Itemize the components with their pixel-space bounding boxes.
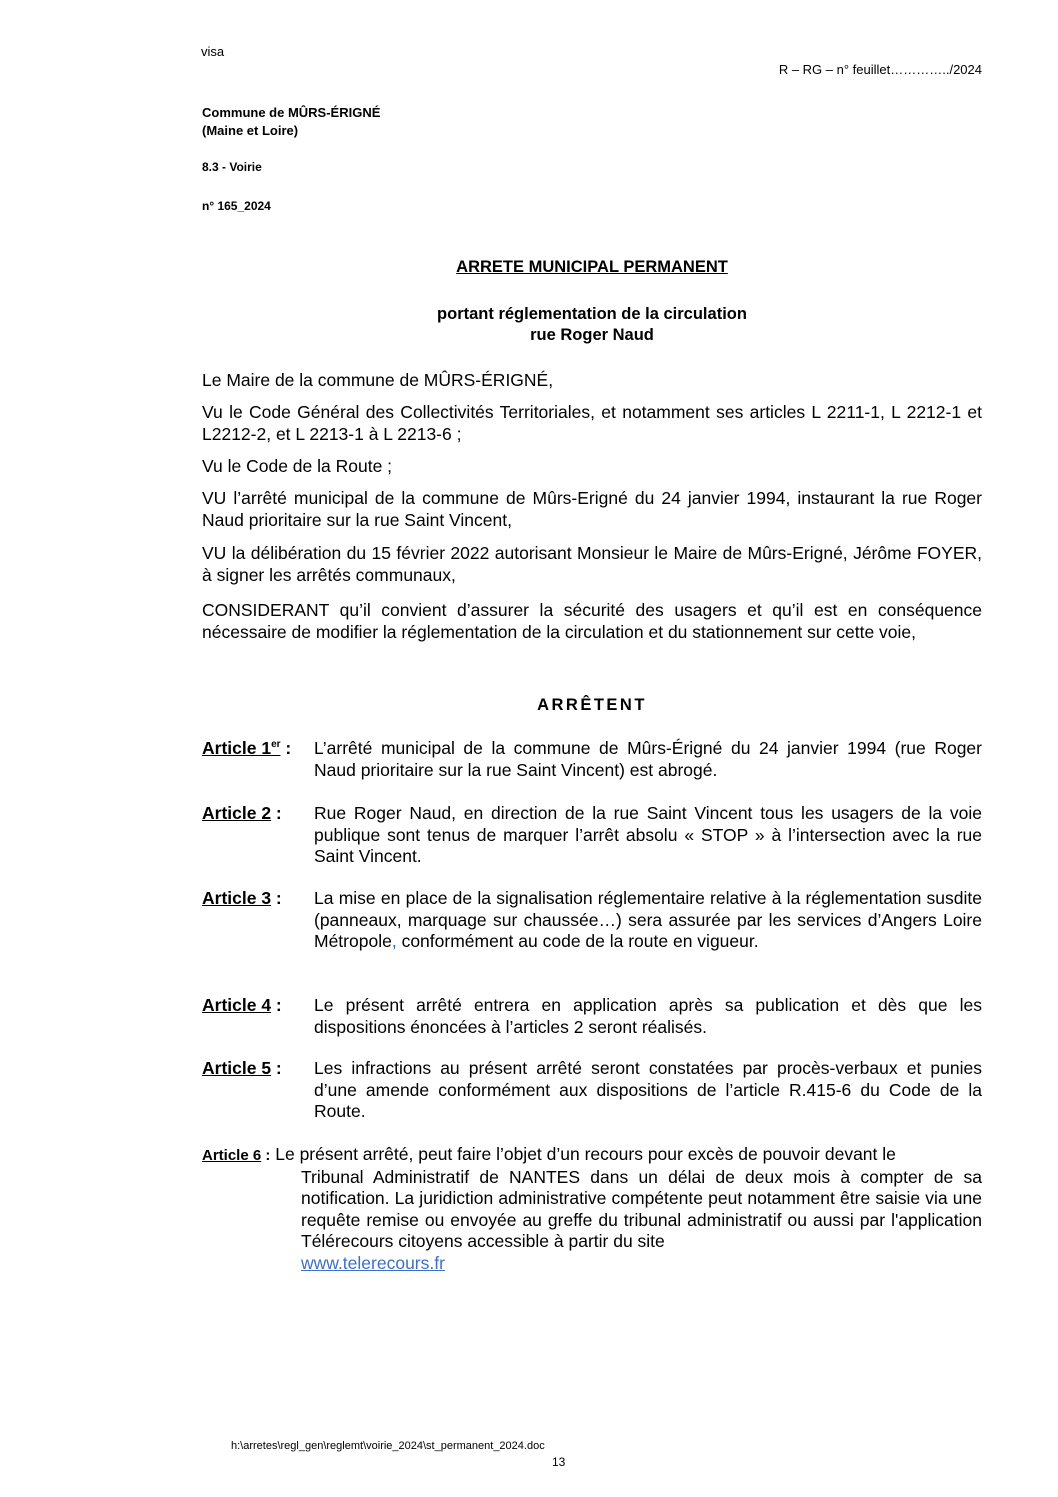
article-3-text: La mise en place de la signalisation réglementaire relative à la réglementation susdite (panneaux, marquage sur chaussée…) sera assurée par les services d’Angers Loire Métropole, conformément au code de la route en vigueur. <box>314 888 982 951</box>
article-6-text: Tribunal Administratif de NANTES dans un délai de deux mois à compter de sa notification. La juridiction administrative compétente peut notamment être saisie via une requête remise ou envoyée au greffe du tribunal administratif ou aussi par l'application Télérecours citoyens accessible à partir du site www.telerecours.fr <box>301 1166 982 1273</box>
telerecours-link[interactable]: www.telerecours.fr <box>301 1252 445 1273</box>
article-2-label: Article 2 : <box>202 803 282 823</box>
commune-block <box>202 104 380 140</box>
article-5 <box>202 1058 982 1123</box>
document-subtitle <box>202 304 982 346</box>
article-2-text: Rue Roger Naud, en direction de la rue Saint Vincent tous les usagers de la voie publique sont tenus de marquer l’arrêt absolu « STOP » à l’intersection avec la rue Saint Vincent. <box>314 803 982 866</box>
visa-label: visa <box>201 44 225 59</box>
subtitle-line-1: portant réglementation de la circulation <box>437 305 747 323</box>
preamble-deliberation: VU la délibération du 15 février 2022 autorisant Monsieur le Maire de Mûrs-Erigné, Jérôme FOYER, à signer les arrêtés communaux, <box>202 543 982 585</box>
article-1 <box>202 738 982 781</box>
article-3-label: Article 3 : <box>202 888 282 908</box>
article-1-label: Article 1er : <box>202 738 292 758</box>
decree-number: n° 165_2024 <box>202 199 271 213</box>
file-path: h:\arretes\regl_gen\reglemt\voirie_2024\st_permanent_2024.doc <box>231 1440 545 1452</box>
article-3 <box>202 888 982 953</box>
article-4 <box>202 995 982 1038</box>
article-5-label: Article 5 : <box>202 1058 282 1078</box>
rubrique-label: 8.3 - Voirie <box>202 160 262 174</box>
preamble-maire: Le Maire de la commune de MÛRS-ÉRIGNÉ, <box>202 370 554 390</box>
commune-department: (Maine et Loire) <box>202 123 299 138</box>
commune-name: Commune de MÛRS-ÉRIGNÉ <box>202 105 381 120</box>
article-1-text: L’arrêté municipal de la commune de Mûrs-Érigné du 24 janvier 1994 (rue Roger Naud prioritaire sur la rue Saint Vincent) est abrogé. <box>314 738 982 780</box>
preamble-considerant: CONSIDERANT qu’il convient d’assurer la sécurité des usagers et qu’il est en conséquence nécessaire de modifier la réglementation de la circulation et du stationnement sur cette voie, <box>202 600 982 642</box>
arretent-heading: ARRÊTENT <box>537 696 647 714</box>
page-number: 13 <box>552 1455 566 1469</box>
article-6-first-line: Article 6 : Le présent arrêté, peut faire l’objet d’un recours pour excès de pouvoir devant le <box>202 1144 896 1164</box>
subtitle-line-2: rue Roger Naud <box>530 326 654 344</box>
article-6-label: Article 6 : <box>202 1147 271 1164</box>
article-4-text: Le présent arrêté entrera en application après sa publication et dès que les dispositions énoncées à l’articles 2 seront réalisés. <box>314 995 982 1037</box>
article-4-label: Article 4 : <box>202 995 282 1015</box>
sheet-number: R – RG – n° feuillet…………../2024 <box>778 62 982 77</box>
preamble-arrete-1994: VU l’arrêté municipal de la commune de Mûrs-Erigné du 24 janvier 1994, instaurant la rue Roger Naud prioritaire sur la rue Saint Vincent, <box>202 488 982 530</box>
article-5-text: Les infractions au présent arrêté seront constatées par procès-verbaux et punies d’une amende conformément aux dispositions de l’article R.415-6 du Code de la Route. <box>314 1058 982 1121</box>
article-2 <box>202 803 982 868</box>
article-6 <box>202 1144 982 1274</box>
preamble-code-route: Vu le Code de la Route ; <box>202 456 393 476</box>
document-title: ARRETE MUNICIPAL PERMANENT <box>456 258 728 276</box>
preamble-cgct: Vu le Code Général des Collectivités Territoriales, et notamment ses articles L 2211-1, L 2212-1 et L2212-2, et L 2213-1 à L 2213-6 ; <box>202 402 982 444</box>
